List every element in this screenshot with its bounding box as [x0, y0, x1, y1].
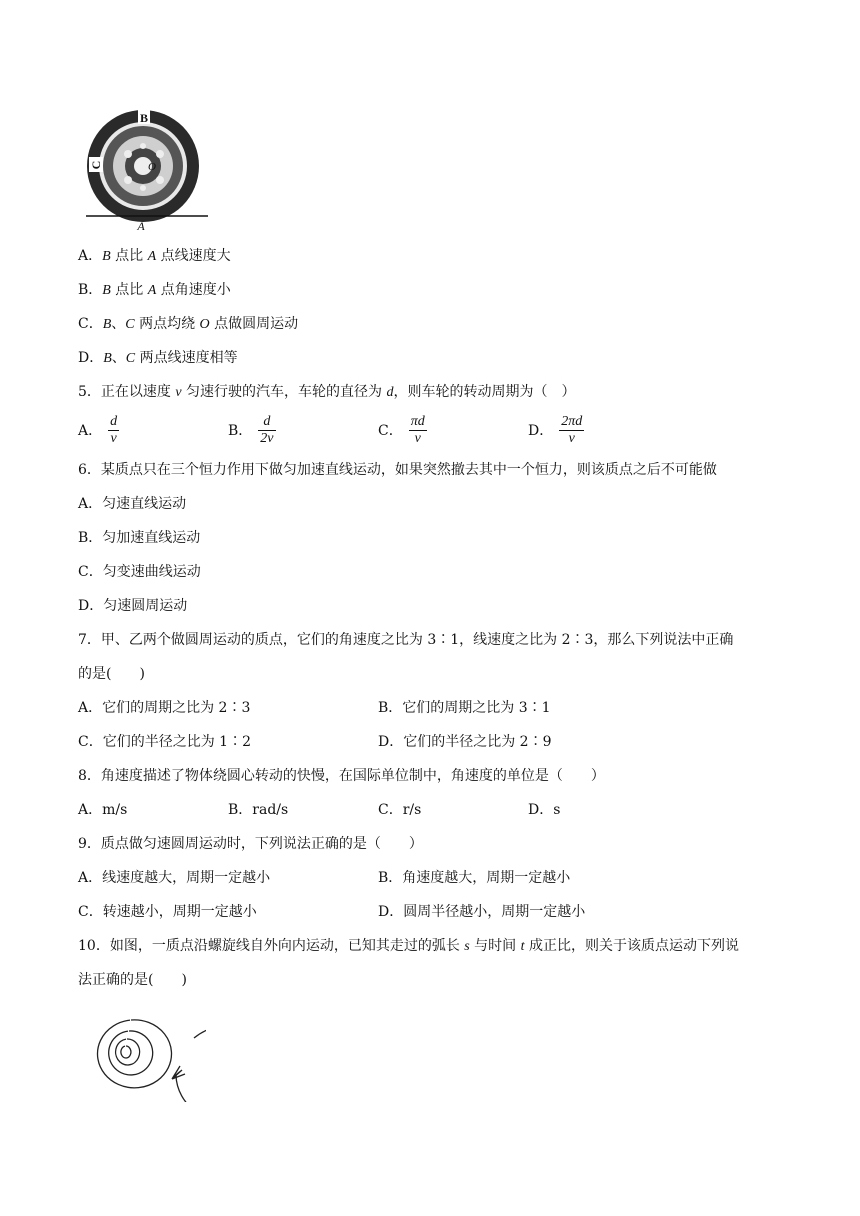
q8-option-d: D．s — [528, 802, 561, 818]
q6-stem: 6．某质点只在三个恒力作用下做匀加速直线运动，如果突然撤去其中一个恒力，则该质点之后不可能做 — [78, 462, 717, 478]
q4-option-c: C．B、C 两点均绕 O 点做圆周运动 — [78, 316, 299, 332]
q6-option-a: A．匀速直线运动 — [78, 496, 187, 512]
q6-option-d: D．匀速圆周运动 — [78, 598, 188, 614]
q9-option-d: D．圆周半径越小，周期一定越小 — [378, 904, 586, 920]
q4-option-d: D．B、C 两点线速度相等 — [78, 350, 238, 366]
q5-stem: 5．正在以速度 v 匀速行驶的汽车，车轮的直径为 d，则车轮的转动周期为（ ） — [78, 384, 576, 400]
fraction: $\frac{d}{v}$ — [110, 414, 118, 446]
q4-option-a: A．B 点比 A 点线速度大 — [78, 248, 231, 264]
q10-stem: 10．如图，一质点沿螺旋线自外向内运动，已知其走过的弧长 s 与时间 t 成正比，则关于该质点运动下列说 — [78, 938, 739, 954]
q7-option-a: A．它们的周期之比为 2∶3 — [78, 700, 251, 716]
fraction: $\frac{d}{2v}$ — [260, 414, 274, 446]
q8-option-b: B．rad/s — [228, 802, 289, 818]
q7-option-c: C．它们的半径之比为 1∶2 — [78, 734, 251, 750]
q8-option-a: A．m/s — [78, 802, 128, 818]
q9-option-a: A．线速度越大，周期一定越小 — [78, 870, 271, 886]
label-c: C — [89, 160, 103, 170]
q10-stem-cont: 法正确的是( ) — [78, 972, 187, 988]
q5-option-b: B． $\frac{d}{2v}$ — [228, 414, 274, 446]
q7-option-d: D．它们的半径之比为 2∶9 — [378, 734, 552, 750]
q5-option-d: D． $\frac{2\pi d}{v}$ — [528, 414, 583, 446]
wheel-figure — [78, 108, 210, 232]
q9-stem: 9．质点做匀速圆周运动时，下列说法正确的是（ ） — [78, 836, 423, 852]
q6-option-c: C．匀变速曲线运动 — [78, 564, 201, 580]
q6-option-b: B．匀加速直线运动 — [78, 530, 201, 546]
q9-option-c: C．转速越小，周期一定越小 — [78, 904, 257, 920]
label-b: B — [139, 111, 149, 125]
q5-option-c: C． $\frac{\pi d}{v}$ — [378, 414, 425, 446]
fraction: $\frac{2\pi d}{v}$ — [561, 414, 583, 446]
q9-option-b: B．角速度越大，周期一定越小 — [378, 870, 571, 886]
fraction: $\frac{\pi d}{v}$ — [410, 414, 425, 446]
spiral-path — [98, 1020, 206, 1102]
q8-option-c: C．r/s — [378, 802, 422, 818]
label-a: A — [137, 219, 145, 232]
q7-option-b: B．它们的周期之比为 3∶1 — [378, 700, 551, 716]
spiral-figure — [76, 1002, 206, 1102]
q5-option-a: A． $\frac{d}{v}$ — [78, 414, 118, 446]
q7-stem-cont: 的是( ) — [78, 666, 145, 682]
arrow-head — [172, 1066, 185, 1079]
label-o: O — [148, 161, 156, 173]
q4-option-b: B．B 点比 A 点角速度小 — [78, 282, 231, 298]
q7-stem: 7．甲、乙两个做圆周运动的质点，它们的角速度之比为 3∶1，线速度之比为 2∶3，那么下列说法中正确 — [78, 632, 734, 648]
q8-stem: 8．角速度描述了物体绕圆心转动的快慢，在国际单位制中，角速度的单位是（ ） — [78, 768, 605, 784]
